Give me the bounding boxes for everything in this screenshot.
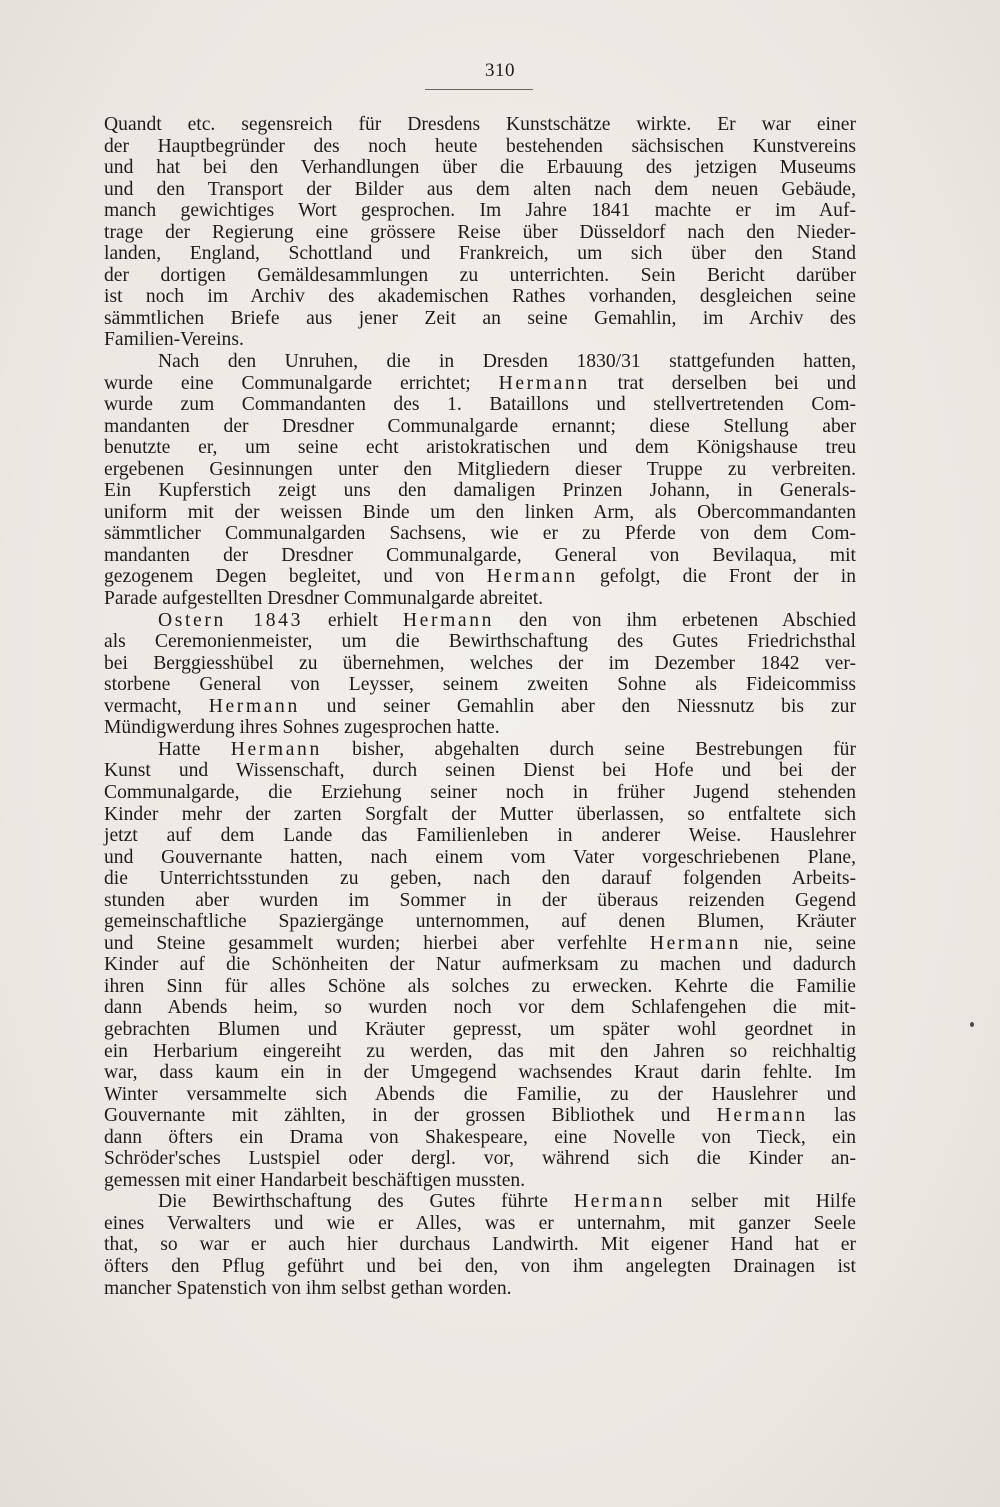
- text-line: mandanten der Dresdner Communalgarde, General von Bevilaqua, mit: [104, 544, 856, 566]
- text-line: mancher Spatenstich von ihm selbst gethan worden.: [104, 1277, 512, 1299]
- text-line: der Hauptbegründer des noch heute bestehenden sächsischen Kunstvereins: [104, 135, 856, 157]
- text-line: Schröder'sches Lustspiel oder dergl. vor, während sich die Kinder an-: [104, 1148, 856, 1170]
- text-line: Kunst und Wissenschaft, durch seinen Dienst bei Hofe und bei der: [104, 760, 856, 782]
- text-line: that, so war er auch hier durchaus Landwirth. Mit eigener Hand hat er: [104, 1234, 856, 1256]
- text-line: Gouvernante mit zählten, in der grossen Bibliothek und Hermann las: [104, 1105, 857, 1127]
- text-line: Winter versammelte sich Abends die Familie, zu der Hauslehrer und: [104, 1083, 856, 1105]
- text-line: Parade aufgestellten Dresdner Communalgarde abreitet.: [104, 588, 544, 610]
- text-line: gemessen mit einer Handarbeit beschäftigen mussten.: [104, 1169, 526, 1191]
- text-line: und den Transport der Bilder aus dem alten nach dem neuen Gebäude,: [104, 178, 856, 200]
- text-line: und Gouvernante hatten, nach einem vom Vater vorgeschriebenen Plane,: [104, 846, 856, 868]
- text-line: jetzt auf dem Lande das Familienleben in anderer Weise. Hauslehrer: [104, 825, 856, 847]
- text-line: stunden aber wurden im Sommer in der überaus reizenden Gegend: [104, 889, 856, 911]
- text-line: vermacht, Hermann und seiner Gemahlin aber den Niessnutz bis zur: [104, 695, 856, 717]
- text-line: wurde zum Commandanten des 1. Bataillons und stellvertretenden Com-: [104, 394, 856, 416]
- text-line: sämmtlichen Briefe aus jener Zeit an seine Gemahlin, im Archiv des: [104, 307, 856, 329]
- text-line: Die Bewirthschaftung des Gutes führte Hermann selber mit Hilfe: [158, 1191, 856, 1213]
- text-line: ein Herbarium eingereiht zu werden, das mit den Jahren so reichhaltig: [104, 1040, 856, 1062]
- text-line: wurde eine Communalgarde errichtet; Hermann trat derselben bei und: [104, 372, 856, 394]
- text-line: eines Verwalters und wie er Alles, was er unternahm, mit ganzer Seele: [104, 1212, 856, 1234]
- page-number: 310: [485, 60, 515, 81]
- text-line: bei Berggiesshübel zu übernehmen, welches der im Dezember 1842 ver-: [104, 652, 856, 674]
- text-line: gemeinschaftliche Spaziergänge unternommen, auf denen Blumen, Kräuter: [104, 911, 856, 933]
- text-line: Mündigwerdung ihres Sohnes zugesprochen hatte.: [104, 717, 500, 739]
- text-line: Kinder mehr der zarten Sorgfalt der Mutter überlassen, so entfaltete sich: [104, 803, 856, 825]
- text-line: der dortigen Gemäldesammlungen zu unterrichten. Sein Bericht darüber: [104, 264, 856, 286]
- text-line: gebrachten Blumen und Kräuter gepresst, um später wohl geordnet in: [104, 1018, 856, 1040]
- text-line: die Unterrichtsstunden zu geben, nach den darauf folgenden Arbeits-: [104, 868, 856, 890]
- body-text: [104, 114, 856, 1299]
- text-line: benutzte er, um seine echt aristokratischen und dem Königshause treu: [104, 437, 856, 459]
- text-line: ist noch im Archiv des akademischen Rathes vorhanden, desgleichen seine: [104, 286, 856, 308]
- text-line: gezogenem Degen begleitet, und von Hermann gefolgt, die Front der in: [104, 566, 857, 588]
- text-line: mandanten der Dresdner Communalgarde ernannt; diese Stellung aber: [104, 415, 856, 437]
- text-line: Kinder auf die Schönheiten der Natur aufmerksam zu machen und dadurch: [104, 954, 856, 976]
- text-line: Quandt etc. segensreich für Dresdens Kunstschätze wirkte. Er war einer: [104, 114, 856, 135]
- text-line: und hat bei den Verhandlungen über die Erbauung des jetzigen Museums: [104, 157, 856, 179]
- text-line: als Ceremonienmeister, um die Bewirthschaftung des Gutes Friedrichsthal: [104, 631, 856, 653]
- text-line: manch gewichtiges Wort gesprochen. Im Jahre 1841 machte er im Auf-: [104, 200, 856, 222]
- text-line: dann Abends heim, so wurden noch vor dem Schlafengehen die mit-: [104, 997, 856, 1019]
- text-line: landen, England, Schottland und Frankreich, um sich über den Stand: [104, 243, 856, 265]
- text-line: storbene General von Leysser, seinem zweiten Sohne als Fideicommiss: [104, 674, 856, 696]
- text-line: und Steine gesammelt wurden; hierbei aber verfehlte Hermann nie, seine: [104, 932, 856, 954]
- text-line: ihren Sinn für alles Schöne als solches zu erwecken. Kehrte die Familie: [104, 975, 856, 997]
- text-line: ergebenen Gesinnungen unter den Mitgliedern dieser Truppe zu verbreiten.: [104, 458, 856, 480]
- text-line: Familien-Vereins.: [104, 329, 244, 351]
- text-line: dann öfters ein Drama von Shakespeare, eine Novelle von Tieck, ein: [104, 1126, 856, 1148]
- text-line: Nach den Unruhen, die in Dresden 1830/31 stattgefunden hatten,: [158, 351, 856, 373]
- text-line: Ostern 1843 erhielt Hermann den von ihm erbetenen Abschied: [158, 609, 856, 631]
- text-line: Hatte Hermann bisher, abgehalten durch seine Bestrebungen für: [158, 738, 856, 760]
- paper-speck: [970, 1022, 974, 1027]
- page-number-rule: [425, 89, 533, 90]
- text-line: Ein Kupferstich zeigt uns den damaligen Prinzen Johann, in Generals-: [104, 480, 856, 502]
- text-line: sämmtlicher Communalgarden Sachsens, wie er zu Pferde von dem Com-: [104, 523, 856, 545]
- text-line: trage der Regierung eine grössere Reise über Düsseldorf nach den Nieder-: [104, 221, 856, 243]
- text-line: öfters den Pflug geführt und bei den, von ihm angelegten Drainagen ist: [104, 1255, 856, 1277]
- text-line: Communalgarde, die Erziehung seiner noch in früher Jugend stehenden: [104, 781, 856, 803]
- text-line: uniform mit der weissen Binde um den linken Arm, als Obercommandanten: [104, 501, 856, 523]
- text-line: war, dass kaum ein in der Umgegend wachsendes Kraut darin fehlte. Im: [104, 1062, 856, 1084]
